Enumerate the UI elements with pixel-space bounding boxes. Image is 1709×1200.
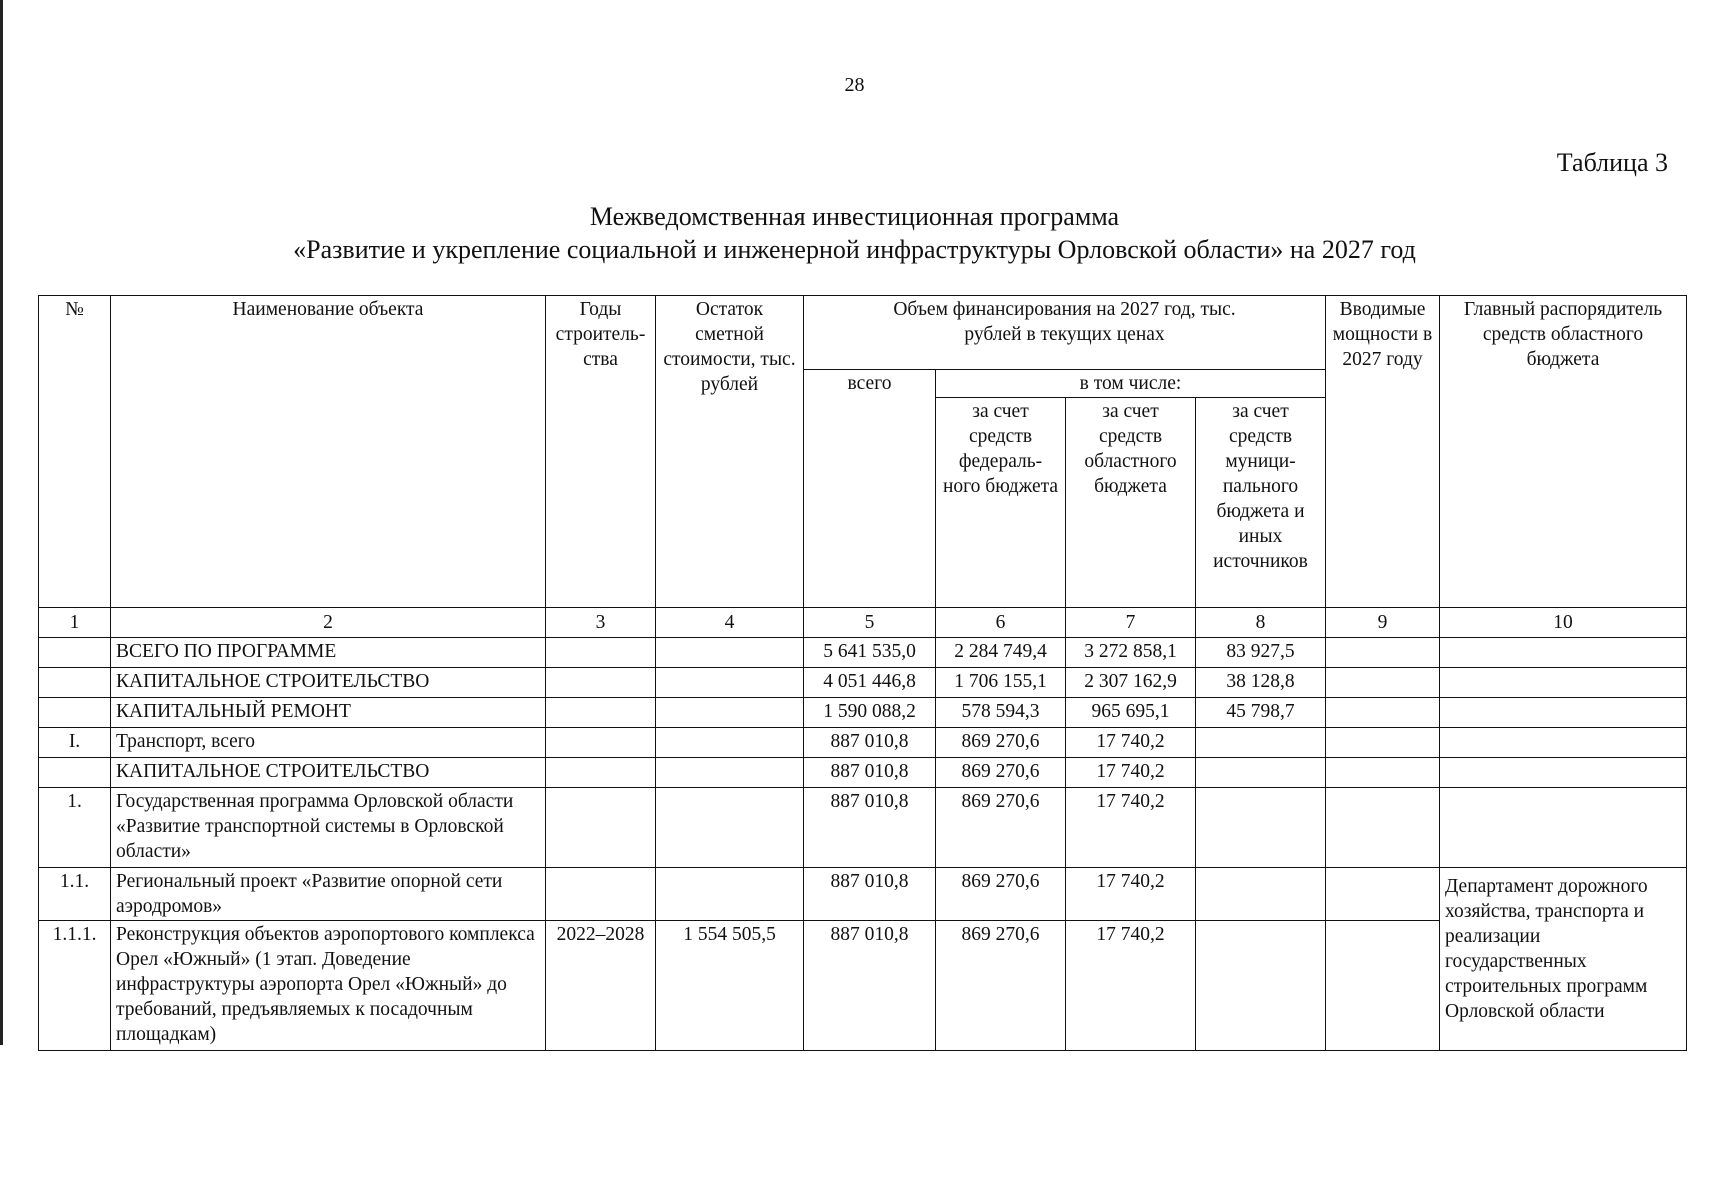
- row-number: [39, 758, 111, 788]
- federal-financing: 2 284 749,4: [936, 638, 1066, 668]
- header-including: в том числе:: [936, 370, 1326, 398]
- total-financing: 887 010,8: [804, 728, 936, 758]
- header-municipal: за счет средств муници-пального бюджета и иных источников: [1196, 398, 1326, 608]
- object-name: Реконструкция объектов аэропортового комплекса Орел «Южный» (1 этап. Доведение инфраструктуры аэропорта Орел «Южный» до требований, предъявляемых к посадочным площадкам): [111, 921, 546, 1051]
- header-regional: за счет средств областного бюджета: [1066, 398, 1196, 608]
- total-financing: 1 590 088,2: [804, 698, 936, 728]
- row-number: [39, 698, 111, 728]
- municipal-financing: [1196, 921, 1326, 1051]
- budget-manager: Департамент дорожного хозяйства, транспорта и реализации государственных строительных программ Орловской области: [1440, 868, 1687, 1051]
- object-name: Государственная программа Орловской области «Развитие транспортной системы в Орловской области»: [111, 788, 546, 868]
- header-financing: Объем финансирования на 2027 год, тыс. рублей в текущих ценах: [804, 296, 1326, 370]
- investment-program-table: [38, 295, 1687, 1051]
- row-number: 1.1.1.: [39, 921, 111, 1051]
- manager-cell: [1440, 788, 1687, 868]
- header-manager: Главный распорядитель средств областного бюджета: [1440, 296, 1687, 608]
- table-row: [39, 668, 1687, 698]
- municipal-financing: [1196, 758, 1326, 788]
- total-financing: 887 010,8: [804, 921, 936, 1051]
- federal-financing: 869 270,6: [936, 728, 1066, 758]
- municipal-financing: [1196, 788, 1326, 868]
- header-capacity: Вводимые мощности в 2027 году: [1326, 296, 1440, 608]
- capacity: [1326, 788, 1440, 868]
- column-number: 2: [111, 608, 546, 638]
- regional-financing: 17 740,2: [1066, 868, 1196, 921]
- column-number: 1: [39, 608, 111, 638]
- construction-years: [546, 868, 656, 921]
- header-years: Годы строитель-ства: [546, 296, 656, 608]
- row-number: 1.: [39, 788, 111, 868]
- manager-cell: [1440, 698, 1687, 728]
- capacity: [1326, 728, 1440, 758]
- total-financing: 5 641 535,0: [804, 638, 936, 668]
- regional-financing: 17 740,2: [1066, 788, 1196, 868]
- manager-cell: [1440, 668, 1687, 698]
- capacity: [1326, 638, 1440, 668]
- header-name: Наименование объекта: [111, 296, 546, 608]
- municipal-financing: [1196, 868, 1326, 921]
- remaining-cost: [656, 638, 804, 668]
- header-federal: за счет средств федераль-ного бюджета: [936, 398, 1066, 608]
- column-number-row: [39, 608, 1687, 638]
- remaining-cost: [656, 868, 804, 921]
- row-number: I.: [39, 728, 111, 758]
- regional-financing: 17 740,2: [1066, 758, 1196, 788]
- table-row: [39, 788, 1687, 868]
- row-number: [39, 638, 111, 668]
- construction-years: [546, 728, 656, 758]
- manager-cell: [1440, 638, 1687, 668]
- header-no: №: [39, 296, 111, 608]
- federal-financing: 578 594,3: [936, 698, 1066, 728]
- object-name: Транспорт, всего: [111, 728, 546, 758]
- municipal-financing: 45 798,7: [1196, 698, 1326, 728]
- row-number: 1.1.: [39, 868, 111, 921]
- total-financing: 887 010,8: [804, 758, 936, 788]
- construction-years: [546, 758, 656, 788]
- total-financing: 4 051 446,8: [804, 668, 936, 698]
- object-name: КАПИТАЛЬНОЕ СТРОИТЕЛЬСТВО: [111, 758, 546, 788]
- federal-financing: 869 270,6: [936, 921, 1066, 1051]
- total-financing: 887 010,8: [804, 868, 936, 921]
- capacity: [1326, 921, 1440, 1051]
- construction-years: [546, 698, 656, 728]
- column-number: 4: [656, 608, 804, 638]
- column-number: 3: [546, 608, 656, 638]
- manager-cell: [1440, 728, 1687, 758]
- column-number: 5: [804, 608, 936, 638]
- table-row: [39, 698, 1687, 728]
- regional-financing: 2 307 162,9: [1066, 668, 1196, 698]
- header-row-1: [39, 296, 1687, 370]
- capacity: [1326, 668, 1440, 698]
- title-line-2: «Развитие и укрепление социальной и инженерной инфраструктуры Орловской области» на 2027 год: [293, 235, 1416, 264]
- object-name: КАПИТАЛЬНОЕ СТРОИТЕЛЬСТВО: [111, 668, 546, 698]
- column-number: 6: [936, 608, 1066, 638]
- table-row: [39, 638, 1687, 668]
- title-line-1: Межведомственная инвестиционная программа: [589, 202, 1120, 231]
- manager-cell: [1440, 758, 1687, 788]
- column-number: 8: [1196, 608, 1326, 638]
- municipal-financing: 83 927,5: [1196, 638, 1326, 668]
- column-number: 10: [1440, 608, 1687, 638]
- table-row: [39, 868, 1687, 921]
- column-number: 9: [1326, 608, 1440, 638]
- remaining-cost: [656, 668, 804, 698]
- header-total: всего: [804, 370, 936, 608]
- header-remainder: Остаток сметной стоимости, тыс. рублей: [656, 296, 804, 608]
- row-number: [39, 668, 111, 698]
- capacity: [1326, 698, 1440, 728]
- federal-financing: 1 706 155,1: [936, 668, 1066, 698]
- regional-financing: 965 695,1: [1066, 698, 1196, 728]
- remaining-cost: [656, 788, 804, 868]
- remaining-cost: [656, 728, 804, 758]
- remaining-cost: [656, 758, 804, 788]
- table-row: [39, 921, 1687, 1051]
- construction-years: 2022–2028: [546, 921, 656, 1051]
- construction-years: [546, 788, 656, 868]
- regional-financing: 17 740,2: [1066, 728, 1196, 758]
- table-row: [39, 758, 1687, 788]
- regional-financing: 3 272 858,1: [1066, 638, 1196, 668]
- capacity: [1326, 758, 1440, 788]
- federal-financing: 869 270,6: [936, 868, 1066, 921]
- capacity: [1326, 868, 1440, 921]
- scan-edge-line: [0, 0, 3, 1045]
- table-label: Таблица 3: [1556, 148, 1668, 177]
- regional-financing: 17 740,2: [1066, 921, 1196, 1051]
- municipal-financing: [1196, 728, 1326, 758]
- document-title: [0, 200, 1709, 266]
- object-name: ВСЕГО ПО ПРОГРАММЕ: [111, 638, 546, 668]
- construction-years: [546, 638, 656, 668]
- object-name: Региональный проект «Развитие опорной сети аэродромов»: [111, 868, 546, 921]
- federal-financing: 869 270,6: [936, 788, 1066, 868]
- remaining-cost: 1 554 505,5: [656, 921, 804, 1051]
- page-number: 28: [844, 74, 865, 96]
- table-row: [39, 728, 1687, 758]
- object-name: КАПИТАЛЬНЫЙ РЕМОНТ: [111, 698, 546, 728]
- remaining-cost: [656, 698, 804, 728]
- municipal-financing: 38 128,8: [1196, 668, 1326, 698]
- column-number: 7: [1066, 608, 1196, 638]
- total-financing: 887 010,8: [804, 788, 936, 868]
- federal-financing: 869 270,6: [936, 758, 1066, 788]
- construction-years: [546, 668, 656, 698]
